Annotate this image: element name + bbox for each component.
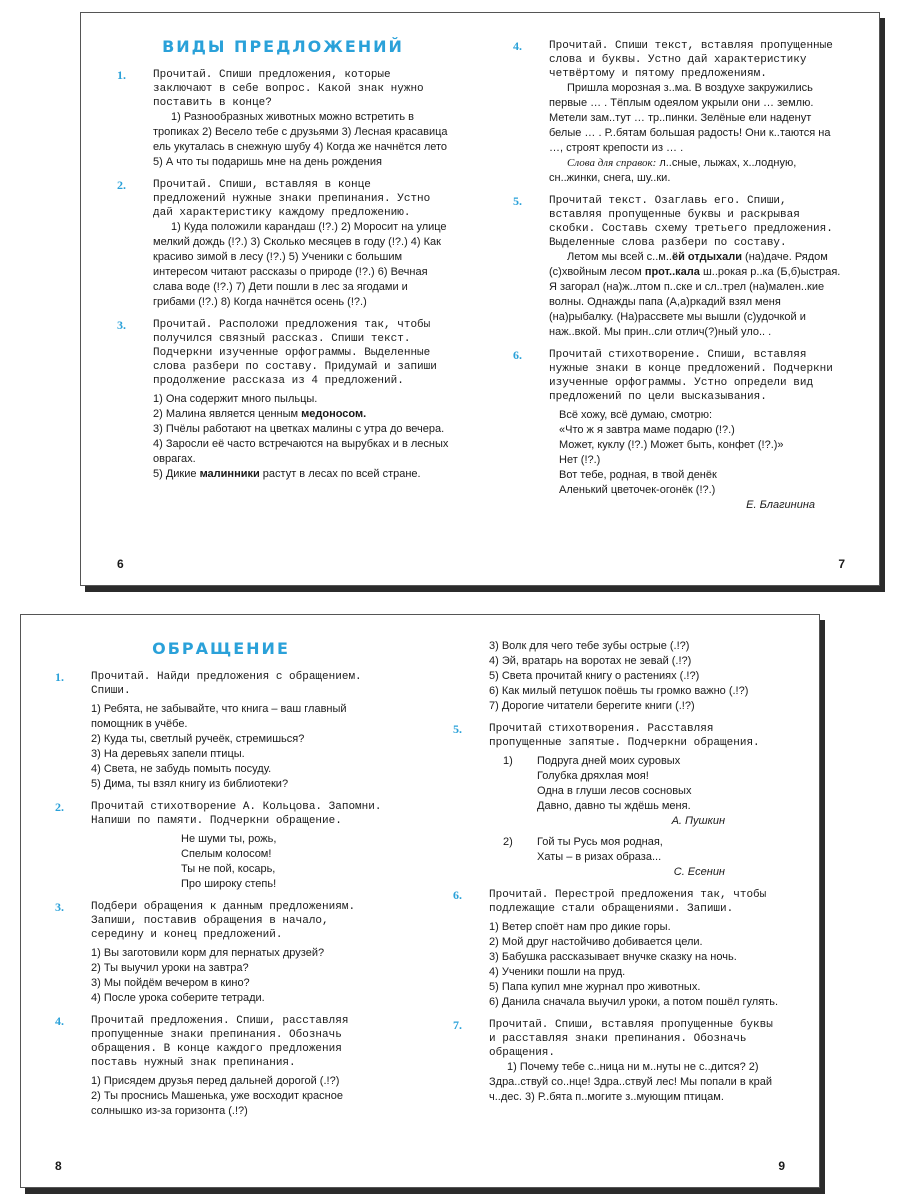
task-number: 6. (513, 348, 522, 362)
task-number: 1. (55, 670, 64, 684)
list-item: 5) Дикие малинники растут в лесах по всей стране. (153, 468, 421, 480)
list-item: 4) Света, не забудь помыть посуду. (91, 763, 272, 775)
list-item: 4) Эй, вратарь на воротах не зевай (.!?) (489, 655, 692, 667)
poem (181, 832, 387, 892)
task-instruction: Прочитай. Расположи предложения так, чтобы получился связный рассказ. Спиши текст. Подчеркни изученные орфограммы. Выделенные слова разбери по составу. Придумай и запиши продолжение рассказа из 4 предложений. (153, 319, 437, 387)
list-item: 3) Бабушка рассказывает внучке сказку на ночь. (489, 951, 737, 963)
task-instruction: Прочитай текст. Озаглавь его. Спиши, вставляя пропущенные буквы и раскрывая скобки. Составь схему третьего предложения. Выделенные слова разбери по составу. (549, 195, 833, 249)
poem-author: С. Есенин (673, 866, 725, 878)
poem-line: Одна в глуши лесов сосновых (537, 785, 692, 797)
task-items (91, 1074, 387, 1119)
task-5 (513, 194, 845, 340)
task-number: 2. (55, 800, 64, 814)
task-5 (453, 722, 785, 880)
bold-word: малинники (199, 468, 260, 480)
list-item: 7) Дорогие читатели берегите книги (.!?) (489, 700, 695, 712)
task-number: 5. (513, 194, 522, 208)
list-item: 2) Куда ты, светлый ручеёк, стремишься? (91, 733, 305, 745)
book-spread-pages-6-7 (80, 12, 880, 586)
task-body: 1) Куда положили карандаш (!?.) 2) Моросит на улице мелкий дождь (!?.) 3) Сколько месяцев в году (!?.) 4) Как красиво зимой в лесу (!?.) 5) Ученики с большим интересом читают рассказы о природе (!?.) 6) Вечная слава воде (!?.) 7) Дети пошли в лес за ягодами и грибами (!?.) 8) Когда начнётся осень (!?.) (153, 221, 447, 308)
continued-items (489, 639, 785, 714)
list-item: 4) После урока соберите тетради. (91, 992, 265, 1004)
list-item: 1) Вы заготовили корм для пернатых друзей? (91, 947, 325, 959)
page-6 (117, 13, 449, 585)
page-8 (55, 615, 387, 1187)
task-number: 4. (55, 1014, 64, 1028)
task-6 (453, 888, 785, 1010)
list-item: 1) Ребята, не забывайте, что книга – ваш главный помощник в учёбе. (91, 703, 347, 730)
poem-line: Спелым колосом! (181, 848, 272, 860)
task-3 (55, 900, 387, 1006)
task-number: 4. (513, 39, 522, 53)
task-body: Летом мы всей с..м..ёй отдыхали (на)даче. Рядом (с)хвойным лесом прот..кала ш..рокая р..ка (Б,б)ыстрая. Я загорал (на)ж..лтом п..ске и сл..трел (на)мален..кие волны. Однажды папа (А,а)ркадий взял меня (на)рыбалку. (На)рассвете мы вышли (с)удочкой и наж..вкой. Мы прин..сли отлич(?)ный уло.. . (549, 251, 841, 338)
list-item: 2) Ты выучил уроки на завтра? (91, 962, 249, 974)
poem-line: Аленький цветочек-огонёк (!?.) (559, 484, 716, 496)
task-instruction: Прочитай. Спиши текст, вставляя пропущенные слова и буквы. Устно дай характеристику четвёртому и пятому предложениям. (549, 40, 833, 80)
book-spread-pages-8-9 (20, 614, 820, 1188)
task-instruction: Прочитай. Спиши предложения, которые заключают в себе вопрос. Какой знак нужно поставить в конце? (153, 69, 424, 109)
task-6 (513, 348, 845, 513)
task-instruction: Прочитай. Найди предложения с обращением. Спиши. (91, 671, 362, 697)
task-7 (453, 1018, 785, 1105)
task-number: 7. (453, 1018, 462, 1032)
task-number: 5. (453, 722, 462, 736)
task-body: Пришла морозная з..ма. В воздухе закружились первые … . Тёплым одеялом укрыли они … землю. Метели зам..тут … тр..пинки. Зелёные ели наденут белые … . Р..бятам большая радость! Они к..таются на …, строят крепости из … . (549, 82, 831, 154)
page-number: 8 (55, 1159, 62, 1173)
poem-line: Всё хожу, всё думаю, смотрю: (559, 409, 713, 421)
task-items (489, 920, 785, 1010)
poem-2 (503, 835, 785, 865)
task-instruction: Прочитай. Перестрой предложения так, чтобы подлежащие стали обращениями. Запиши. (489, 889, 767, 915)
list-item: 1) Она содержит много пыльцы. (153, 393, 318, 405)
poem-line: Про широку степь! (181, 878, 277, 890)
page-7 (513, 13, 845, 585)
task-instruction: Прочитай стихотворения. Расставляя пропущенные запятые. Подчеркни обращения. (489, 723, 760, 749)
list-item: 5) Света прочитай книгу о растениях (.!?) (489, 670, 700, 682)
list-item: 3) На деревьях запели птицы. (91, 748, 245, 760)
poem-line: Давно, давно ты ждёшь меня. (537, 800, 691, 812)
list-item: 5) Папа купил мне журнал про животных. (489, 981, 701, 993)
task-instruction: Прочитай предложения. Спиши, расставляя пропущенные знаки препинания. Обозначь обращения. В конце каждого предложения поставь нужный знак препинания. (91, 1015, 349, 1069)
page-9 (453, 615, 785, 1187)
task-items (153, 392, 449, 482)
task-instruction: Прочитай стихотворение. Спиши, вставляя нужные знаки в конце предложений. Подчеркни изученные орфограммы. Устно определи вид предложений по цели высказывания. (549, 349, 833, 403)
poem-line: Не шуми ты, рожь, (181, 833, 277, 845)
list-item: 4) Заросли её часто встречаются на вырубках и в лесных оврагах. (153, 438, 449, 465)
task-instruction: Прочитай. Спиши, вставляя пропущенные буквы и расставляя знаки препинания. Обозначь обращения. (489, 1019, 773, 1059)
task-number: 6. (453, 888, 462, 902)
task-2 (117, 178, 449, 310)
page-number: 9 (778, 1159, 785, 1173)
poem-number: 2) (503, 836, 513, 848)
task-4 (513, 39, 845, 186)
page-number: 7 (838, 557, 845, 571)
poem-author: Е. Благинина (746, 499, 815, 511)
poem-line: Может, куклу (!?.) Может быть, конфет (!?.)» (559, 439, 784, 451)
task-number: 2. (117, 178, 126, 192)
poem-line: «Что ж я завтра маме подарю (!?.) (559, 424, 735, 436)
task-4 (55, 1014, 387, 1119)
task-items (91, 946, 387, 1006)
list-item: 2) Мой друг настойчиво добивается цели. (489, 936, 703, 948)
task-1 (55, 670, 387, 792)
bold-word: медоносом. (301, 408, 367, 420)
poem-number: 1) (503, 755, 513, 767)
list-item: 3) Волк для чего тебе зубы острые (.!?) (489, 640, 690, 652)
list-item: 2) Ты проснись Машенька, уже восходит красное солнышко из-за горизонта (.!?) (91, 1090, 343, 1117)
task-2 (55, 800, 387, 892)
task-number: 3. (55, 900, 64, 914)
list-item: 3) Мы пойдём вечером в кино? (91, 977, 250, 989)
list-item: 6) Как милый петушок поёшь ты громко важно (.!?) (489, 685, 749, 697)
list-item: 6) Данила сначала выучил уроки, а потом пошёл гулять. (489, 996, 779, 1008)
list-item: 5) Дима, ты взял книгу из библиотеки? (91, 778, 289, 790)
poem-line: Ты не пой, косарь, (181, 863, 276, 875)
list-item: 1) Присядем друзья перед дальней дорогой (.!?) (91, 1075, 340, 1087)
poem-author: А. Пушкин (671, 815, 725, 827)
task-3 (117, 318, 449, 482)
task-body: 1) Почему тебе с..ница ни м..нуты не с..дится? 2) Здра..ствуй со..нце! Здра..ствуй лес! Мы попали в край ч..дес. 3) Р..бята п..могите з..мующим птицам. (489, 1061, 772, 1103)
hint-words: Слова для справок: л..сные, лыжах, х..лодную, сн..жинки, снега, шу..ки. (549, 157, 797, 184)
task-items (91, 702, 387, 792)
task-body: 1) Разнообразных животных можно встретить в тропиках 2) Весело тебе с друзьями 3) Лесная красавица ель укуталась в снежную шубу 4) Когда же начнётся лето 5) А что ты подаришь мне на день рождения (153, 111, 448, 168)
poem-line: Хаты – в ризах образа... (537, 851, 662, 863)
poem-line: Подруга дней моих суровых (537, 755, 681, 767)
list-item: 4) Ученики пошли на пруд. (489, 966, 626, 978)
section-title-address: ОБРАЩЕНИЕ (152, 639, 290, 658)
task-instruction: Прочитай. Спиши, вставляя в конце предложений нужные знаки препинания. Устно дай характеристику каждому предложению. (153, 179, 431, 219)
poem-line: Вот тебе, родная, в твой денёк (559, 469, 717, 481)
section-title-types-of-sentences: ВИДЫ ПРЕДЛОЖЕНИЙ (162, 37, 404, 56)
task-number: 1. (117, 68, 126, 82)
task-instruction: Прочитай стихотворение А. Кольцова. Запомни. Напиши по памяти. Подчеркни обращение. (91, 801, 382, 827)
list-item: 1) Ветер споёт нам про дикие горы. (489, 921, 671, 933)
poem-line: Гой ты Русь моя родная, (537, 836, 663, 848)
poem-line: Нет (!?.) (559, 454, 601, 466)
list-item: 3) Пчёлы работают на цветках малины с утра до вечера. (153, 423, 445, 435)
task-instruction: Подбери обращения к данным предложениям. Запиши, поставив обращения в начало, середину и конец предложений. (91, 901, 356, 941)
page-number: 6 (117, 557, 124, 571)
poem-1 (503, 754, 785, 814)
poem-line: Голубка дряхлая моя! (537, 770, 649, 782)
poem (559, 408, 845, 498)
task-1 (117, 68, 449, 170)
list-item: 2) Малина является ценным медоносом. (153, 408, 367, 420)
task-number: 3. (117, 318, 126, 332)
